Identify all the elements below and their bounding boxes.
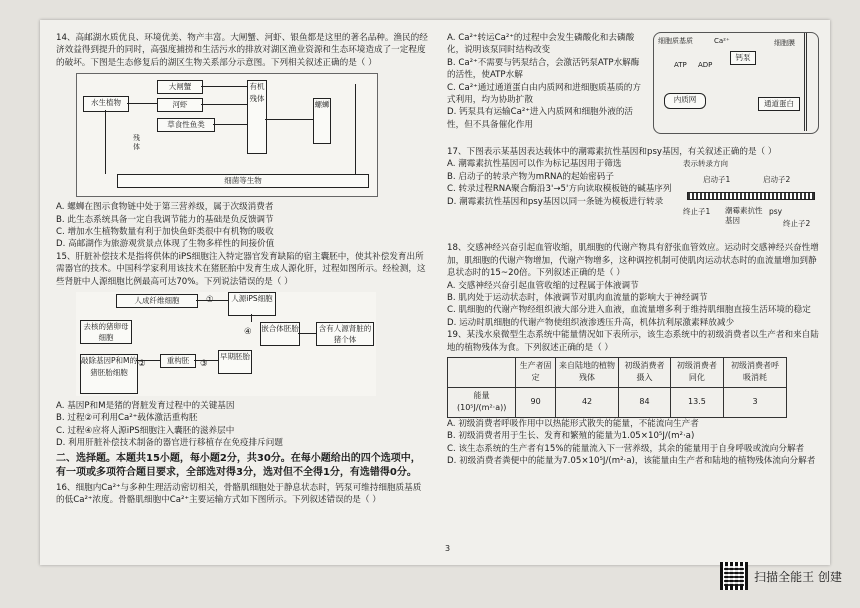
gene-bar: [687, 192, 815, 200]
node-chimera: 嵌合体胚胎: [260, 322, 300, 346]
node-pig-cells: 去核的猪卵母细胞: [80, 320, 132, 344]
exam-page: [40, 20, 830, 565]
node-crab: 大闸蟹: [157, 80, 203, 94]
q16-stem: 16、细胞内Ca²⁺与多种生理活动密切相关，骨骼肌细胞处于静息状态时，钙泵可维持细胞质基质的低Ca²⁺浓度。骨骼肌细胞中Ca²⁺主要运输方式如下图所示。下列叙述错误的是（ ）: [56, 482, 422, 506]
label-promoter2: 启动子2: [763, 175, 791, 185]
node-silver-fish: 草食性鱼类: [157, 118, 215, 132]
node-snail: 螺蛳: [313, 98, 331, 144]
q17-diagram: [683, 158, 819, 242]
q16-options: [447, 32, 647, 131]
table-cell: 42: [555, 387, 618, 417]
q15-option-a: A. 基因P和M是猪的肾脏发育过程中的关键基因: [56, 401, 235, 412]
q19-option-b: B. 初级消费者用于生长、发育和繁殖的能量为1.05×10⁵J/(m²·a): [447, 431, 695, 442]
q15-option-d: D. 利用肝脏补偿技术制备的器官进行移植存在免疫排斥问题: [56, 438, 283, 449]
arrow: [201, 104, 247, 105]
step-2: ②: [138, 359, 146, 370]
q19-stem: 19、某浅水泉微型生态系统中能量情况如下表所示，该生态系统中的初级消费者以生产者和来自陆地的植物残体为食。下列叙述正确的是（ ）: [447, 330, 819, 353]
table-cell: 3: [724, 387, 787, 417]
table-header: 初级消费者同化: [670, 358, 723, 388]
q14-option-b: B. 此生态系统具备一定自我调节能力的基础是负反馈调节: [56, 214, 274, 225]
q14-stem: 14、高邮湖水质优良、环境优美、物产丰富。大闸蟹、河虾、银鱼都是这里的著名品种。渔民的经济效益得到提升的同时，高强度捕捞和生活污水的排放对湖区渔业资源和生态环境造成了一定程度的破坏。下图是生态修复后的湖区生物关系部分示意图。下列相关叙述正确的是（ ）: [56, 33, 428, 68]
node-organic: 有机残体: [247, 80, 267, 154]
label-resistance: 潮霉素抗性基因: [725, 206, 763, 226]
q16-diagram: [653, 32, 819, 134]
table-row-label: 能量(10⁵J/(m²·a)): [448, 387, 516, 417]
step-3: ③: [200, 359, 208, 370]
section-2-title: 二、选择题。本题共15小题，每小题2分，共30分。在每小题给出的四个选项中，有一项或多项符合题目要求，全部选对得3分，选对但不全得1分，有选错得0分。: [56, 452, 421, 478]
q15-option-b: B. 过程②可利用Ca²⁺载体激活重构胚: [56, 413, 198, 424]
q17-block: [447, 158, 819, 242]
q15-stem: 15、肝脏补偿技术是指将供体的iPS细胞注入特定器官发育缺陷的宿主囊胚中，使其补偿发育出所需器官的技术。中国科学家利用该技术在猪胚胎中发育生成人源化肝，过程如图所示。经检测，这些肾脏中人源细胞比例最高可达70%。下列说法错误的是（ ）: [56, 251, 426, 287]
q19-option-a: A. 初级消费者呼吸作用中以热能形式散失的能量，不能流向生产者: [447, 418, 699, 429]
q15-diagram: [76, 292, 376, 396]
arrow: [194, 360, 218, 361]
q17-option-d: D. 潮霉素抗性基因和psy基因以同一条链为模板进行转录: [447, 196, 664, 207]
line: [355, 84, 356, 174]
node-er: 内质网: [664, 93, 706, 109]
q17-stem: 17、下图表示某基因表达载体中的潮霉素抗性基因和psy基因，有关叙述正确的是（ ）: [447, 147, 777, 157]
node-human-pig: 含有人源肾脏的猪个体: [316, 322, 374, 346]
node-water-plants: 水生植物: [83, 96, 129, 112]
node-adult-cells: 人成纤维细胞: [116, 294, 198, 308]
table-header: 初级消费者摄入: [619, 358, 670, 388]
table-cell: 13.5: [670, 387, 723, 417]
q17-option-a: A. 潮霉素抗性基因可以作为标记基因用于筛选: [447, 159, 622, 170]
q18-stem: 18、交感神经兴奋引起血管收缩，肌细胞的代谢产物具有舒张血管效应。运动时交感神经兴奋性增加，肌细胞的代谢产物增加，代谢产物增多，这种调控机制可使肌肉运动状态时的血流量增加到静息状态时的15~20倍。下列叙述正确的是（ ）: [447, 243, 819, 279]
right-column: [447, 32, 819, 467]
node-ips: 人源iPS细胞: [228, 292, 276, 316]
arrow: [201, 86, 247, 87]
qr-code-icon: [720, 562, 748, 590]
q18-option-d: D. 运动时肌细胞的代谢产物使组织液渗透压升高，机体抗利尿激素释放减少: [447, 317, 735, 328]
q19-table: [447, 357, 787, 418]
label-psy: psy: [769, 207, 783, 217]
table-header: 来自陆地的植物残体: [555, 358, 618, 388]
q17-options: [447, 158, 677, 208]
q16-option-c: C. Ca²⁺通过通道蛋白由内质网和进细胞质基质的方式利用，均为协助扩散: [447, 82, 641, 106]
table-cell: 84: [619, 387, 670, 417]
q19-option-d: D. 初级消费者粪便中的能量为7.05×10⁵J/(m²·a)，该能量由生产者和陆地的植物残体流向分解者: [447, 455, 816, 466]
arrow: [265, 119, 313, 120]
q18-option-c: C. 肌细胞的代谢产物经组织液大部分进入血液，血流量增多利于维持肌细胞直接生活环境的稳定: [447, 305, 811, 316]
q14-option-c: C. 增加水生植物数量有利于加快鱼虾类很中有机物的吸收: [56, 227, 274, 238]
table-header: [448, 358, 516, 388]
membrane-line: [804, 33, 807, 131]
q16-option-b: B. Ca²⁺不需要与钙泵结合，会激活钙泵ATP水解酶的活性，使ATP水解: [447, 57, 640, 81]
table-header-row: [448, 358, 787, 388]
label-promoter1: 启动子1: [703, 175, 731, 185]
node-shrimp: 河虾: [157, 98, 203, 112]
watermark-text: 扫描全能王 创建: [754, 569, 842, 584]
label-terminator2: 终止子2: [783, 219, 811, 229]
label-matrix: 细胞质基质: [658, 37, 693, 45]
table-cell: 90: [516, 387, 555, 417]
q14-option-a: A. 螺蛳在图示食物链中处于第三营养级，属于次级消费者: [56, 202, 274, 213]
q19-option-c: C. 该生态系统的生产者有15%的能量流入下一营养级，其余的能量用于自身呼吸或流向分解者: [447, 443, 805, 454]
line: [105, 110, 106, 174]
node-reconstructed: 重构胚: [160, 354, 196, 368]
node-early: 早期胚胎: [218, 350, 252, 374]
q18-option-a: A. 交感神经兴奋引起血管收缩的过程属于体液调节: [447, 280, 639, 291]
q16-option-a: A. Ca²⁺转运Ca²⁺的过程中会发生磷酸化和去磷酸化，说明该泵同时结构改变: [447, 33, 635, 56]
step-4: ④: [244, 327, 252, 338]
label-atp: ATP: [674, 61, 687, 69]
arrow: [136, 360, 160, 361]
page-number: 3: [445, 544, 451, 553]
scanner-watermark: [720, 562, 842, 590]
arrow: [213, 124, 247, 125]
label-carcass: 残体: [133, 134, 140, 152]
arrow: [127, 103, 157, 104]
arrow: [196, 300, 228, 301]
node-bacteria: 细菌等生物: [117, 174, 369, 188]
q14-diagram: [76, 73, 378, 197]
label-ca: Ca²⁺: [714, 37, 730, 45]
q16-option-d: D. 钙泵具有运输Ca²⁺进入内质网和细胞外液的活性，但不具备催化作用: [447, 107, 634, 130]
q17-option-c: C. 转录过程RNA聚合酶沿3'→5'方向读取模板链的碱基序列: [447, 184, 672, 195]
table-header: 初级消费者呼吸消耗: [724, 358, 787, 388]
q18-option-b: B. 肌肉处于运动状态时，体液调节对肌肉血流量的影响大于神经调节: [447, 293, 708, 304]
q17-option-b: B. 启动子的转录产物为mRNA的起始密码子: [447, 171, 614, 182]
step-1: ①: [206, 295, 214, 306]
q14-option-d: D. 高邮湖作为旅游观赏景点体现了生物多样性的间接价值: [56, 239, 275, 250]
left-column: [56, 32, 428, 507]
q15-option-c: C. 过程④应将人源iPS细胞注入囊胚的滋养层中: [56, 425, 235, 436]
q16-block: [447, 32, 819, 146]
label-adp: ADP: [698, 61, 713, 69]
table-row: [448, 387, 787, 417]
node-pump: 钙泵: [730, 51, 756, 65]
table-header: 生产者固定: [516, 358, 555, 388]
arrow: [298, 333, 316, 334]
label-membrane: 细胞膜: [774, 39, 795, 47]
legend-label: 表示转录方向: [683, 159, 728, 169]
label-terminator1: 终止子1: [683, 207, 711, 217]
node-channel: 通道蛋白: [758, 97, 800, 111]
line: [251, 314, 252, 322]
node-knockout: 敲除基因P和M的猪胚胎细胞: [80, 354, 138, 394]
